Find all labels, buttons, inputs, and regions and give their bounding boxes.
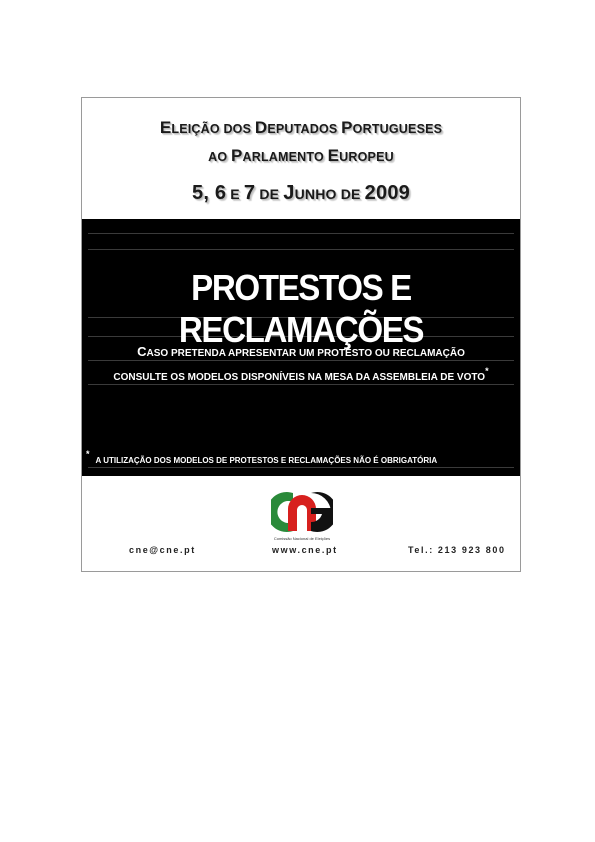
panel-divider	[88, 233, 514, 234]
title-capital: C	[137, 344, 147, 359]
cne-logo-icon	[271, 489, 333, 535]
logo-black-e	[311, 492, 333, 532]
title-smallcaps: A UTILIZAÇÃO DOS MODELOS DE PROTESTOS E RECLAMAÇÕES NÃO É OBRIGATÓRIA	[95, 456, 438, 466]
title-smallcaps: EPUTADOS	[267, 122, 342, 136]
title-smallcaps: ASO PRETENDA APRESENTAR UM PROTESTO OU RECLAMAÇÃO	[146, 348, 465, 359]
email-address: cne@cne.pt	[129, 545, 196, 555]
title-capital: 2009	[364, 182, 410, 204]
notice-title: PROTESTOS E RECLAMAÇÕES	[178, 267, 424, 350]
title-smallcaps: CONSULTE OS MODELOS DISPONÍVEIS NA MESA DA ASSEMBLEIA DE VOTO	[113, 372, 486, 384]
title-smallcaps: AO	[208, 150, 231, 164]
panel-divider	[88, 249, 514, 250]
logo-caption: Comissão Nacional de Eleições	[273, 536, 331, 541]
instruction-line2	[82, 366, 520, 385]
instruction-line2-text	[113, 367, 485, 384]
election-title-line1	[82, 118, 520, 138]
title-smallcaps: LEIÇÃO DOS	[171, 122, 255, 136]
title-smallcaps: UROPEU	[339, 150, 394, 164]
title-capital: P	[230, 146, 243, 165]
asterisk-mark: *	[485, 366, 489, 376]
website: www.cne.pt	[272, 545, 338, 555]
election-title-line2	[82, 146, 520, 166]
footnote	[86, 449, 437, 468]
footnote-text	[96, 450, 438, 467]
instruction-line1	[82, 343, 520, 361]
phone-number: Tel.: 213 923 800	[408, 545, 506, 555]
title-smallcaps: ORTUGUESES	[352, 122, 443, 136]
title-capital: E	[159, 118, 172, 137]
title-smallcaps: DE	[255, 186, 284, 202]
title-smallcaps: UNHO DE	[294, 186, 365, 202]
election-date	[82, 182, 520, 205]
title-capital: P	[341, 118, 353, 137]
notice-panel	[82, 219, 520, 476]
title-smallcaps: ARLAMENTO	[242, 150, 328, 164]
poster-header	[82, 98, 520, 219]
title-capital: E	[327, 146, 340, 165]
title-capital: 7	[243, 182, 256, 204]
title-capital: D	[254, 118, 268, 137]
title-capital: 5, 6	[192, 182, 227, 204]
title-smallcaps: E	[226, 186, 244, 202]
notice-poster	[81, 97, 521, 572]
title-capital: J	[283, 182, 295, 204]
footnote-asterisk: *	[86, 449, 90, 459]
